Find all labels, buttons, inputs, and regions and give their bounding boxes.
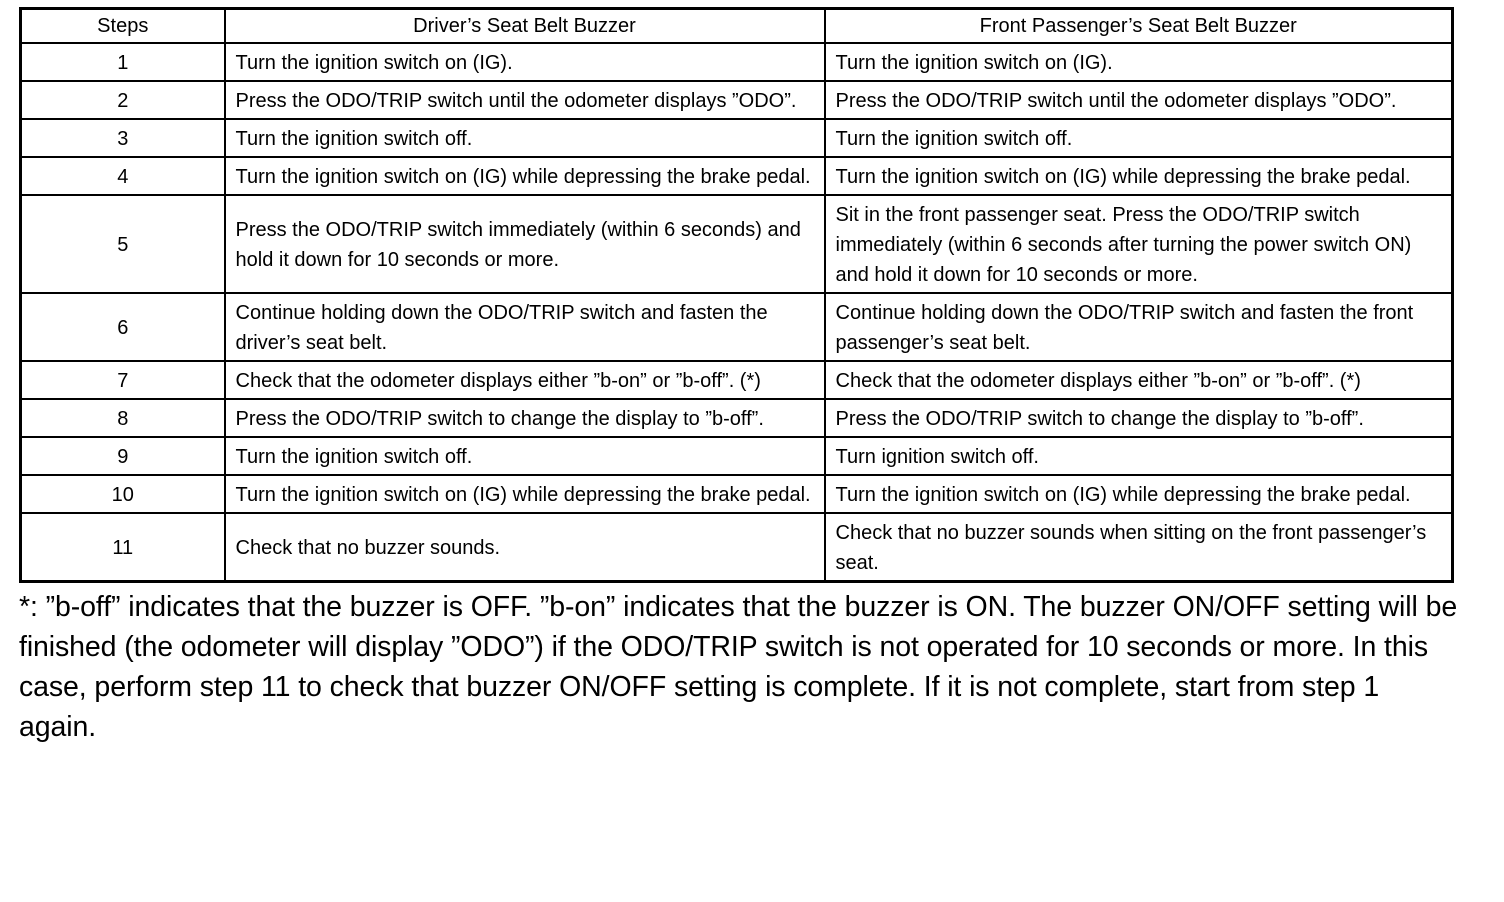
passenger-instruction: Sit in the front passenger seat. Press the ODO/TRIP switch immediately (within 6 seconds after turning the power switch ON) and hold it down for 10 seconds or more. bbox=[825, 195, 1453, 293]
step-number: 11 bbox=[21, 513, 225, 582]
header-row bbox=[21, 9, 1453, 44]
passenger-instruction: Check that no buzzer sounds when sitting on the front passenger’s seat. bbox=[825, 513, 1453, 582]
header-passenger-buzzer: Front Passenger’s Seat Belt Buzzer bbox=[825, 9, 1453, 44]
table-row bbox=[21, 293, 1453, 361]
driver-instruction: Turn the ignition switch on (IG) while depressing the brake pedal. bbox=[225, 475, 825, 513]
step-number: 1 bbox=[21, 43, 225, 81]
driver-instruction: Press the ODO/TRIP switch immediately (within 6 seconds) and hold it down for 10 seconds or more. bbox=[225, 195, 825, 293]
step-number: 2 bbox=[21, 81, 225, 119]
passenger-instruction: Continue holding down the ODO/TRIP switch and fasten the front passenger’s seat belt. bbox=[825, 293, 1453, 361]
passenger-instruction: Press the ODO/TRIP switch to change the display to ”b-off”. bbox=[825, 399, 1453, 437]
step-number: 6 bbox=[21, 293, 225, 361]
driver-instruction: Turn the ignition switch off. bbox=[225, 119, 825, 157]
table-row bbox=[21, 195, 1453, 293]
passenger-instruction: Press the ODO/TRIP switch until the odometer displays ”ODO”. bbox=[825, 81, 1453, 119]
driver-instruction: Turn the ignition switch on (IG) while depressing the brake pedal. bbox=[225, 157, 825, 195]
driver-instruction: Check that the odometer displays either ”b-on” or ”b-off”. (*) bbox=[225, 361, 825, 399]
driver-instruction: Check that no buzzer sounds. bbox=[225, 513, 825, 582]
step-number: 8 bbox=[21, 399, 225, 437]
driver-instruction: Continue holding down the ODO/TRIP switch and fasten the driver’s seat belt. bbox=[225, 293, 825, 361]
header-driver-buzzer: Driver’s Seat Belt Buzzer bbox=[225, 9, 825, 44]
passenger-instruction: Turn the ignition switch on (IG) while depressing the brake pedal. bbox=[825, 475, 1453, 513]
table-row bbox=[21, 157, 1453, 195]
table-row bbox=[21, 437, 1453, 475]
driver-instruction: Press the ODO/TRIP switch to change the display to ”b-off”. bbox=[225, 399, 825, 437]
procedure-document bbox=[19, 7, 1458, 776]
passenger-instruction: Turn ignition switch off. bbox=[825, 437, 1453, 475]
driver-instruction: Press the ODO/TRIP switch until the odometer displays ”ODO”. bbox=[225, 81, 825, 119]
table-row bbox=[21, 513, 1453, 582]
passenger-instruction: Turn the ignition switch on (IG). bbox=[825, 43, 1453, 81]
seat-belt-buzzer-table bbox=[19, 7, 1454, 583]
step-number: 3 bbox=[21, 119, 225, 157]
table-row bbox=[21, 361, 1453, 399]
table-row bbox=[21, 119, 1453, 157]
table-row bbox=[21, 475, 1453, 513]
step-number: 9 bbox=[21, 437, 225, 475]
footnote: *: ”b-off” indicates that the buzzer is OFF. ”b-on” indicates that the buzzer is ON. The buzzer ON/OFF setting will be finished (the odometer will display ”ODO”) if the ODO/TRIP switch is not operated for 10 seconds or more. In this case, perform step 11 to check that buzzer ON/OFF setting is complete. If it is not complete, start from step 1 again. bbox=[19, 591, 1458, 743]
table-row bbox=[21, 399, 1453, 437]
passenger-instruction: Turn the ignition switch on (IG) while depressing the brake pedal. bbox=[825, 157, 1453, 195]
step-number: 4 bbox=[21, 157, 225, 195]
step-number: 5 bbox=[21, 195, 225, 293]
driver-instruction: Turn the ignition switch on (IG). bbox=[225, 43, 825, 81]
table-row bbox=[21, 43, 1453, 81]
header-steps: Steps bbox=[21, 9, 225, 44]
driver-instruction: Turn the ignition switch off. bbox=[225, 437, 825, 475]
table-row bbox=[21, 81, 1453, 119]
passenger-instruction: Turn the ignition switch off. bbox=[825, 119, 1453, 157]
step-number: 7 bbox=[21, 361, 225, 399]
step-number: 10 bbox=[21, 475, 225, 513]
passenger-instruction: Check that the odometer displays either ”b-on” or ”b-off”. (*) bbox=[825, 361, 1453, 399]
